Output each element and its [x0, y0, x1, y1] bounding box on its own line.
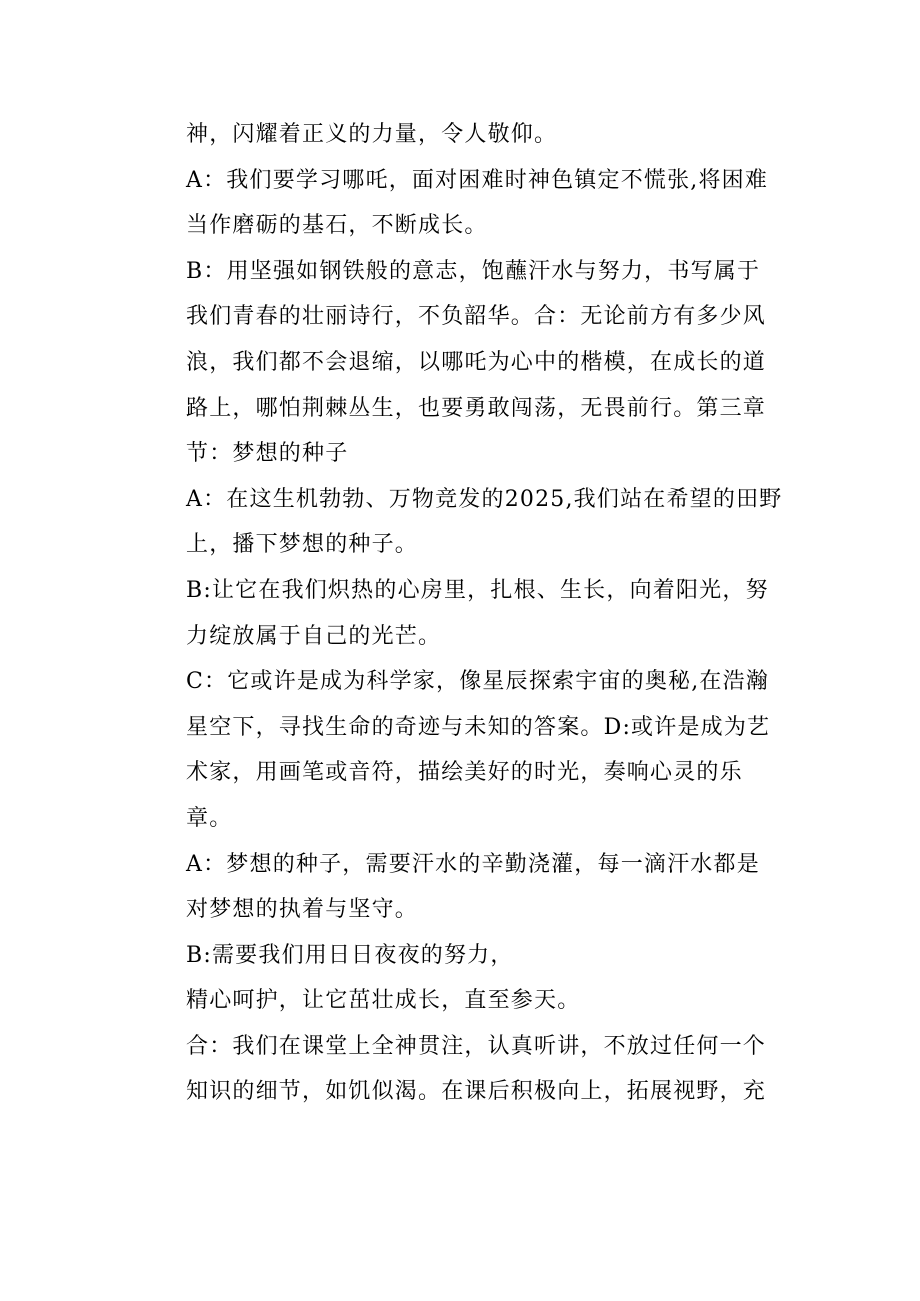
- text-line: 当作磨砺的基石，不断成长。: [186, 213, 488, 239]
- text-line: 神，闪耀着正义的力量，令人敬仰。: [186, 122, 558, 147]
- text-line: 力绽放属于自己的光芒。: [186, 623, 442, 649]
- text-line: 术家，用画笔或音符，描绘美好的时光，奏响心灵的乐: [186, 760, 743, 786]
- text-line: B:需要我们用日日夜夜的努力，: [186, 942, 514, 968]
- text-line: 知识的细节，如饥似渴。在课后积极向上，拓展视野，充: [186, 1079, 767, 1105]
- text-line: 对梦想的执着与坚守。: [186, 897, 419, 923]
- text-line: 上，播下梦想的种子。: [186, 532, 419, 558]
- text-line: A：在这生机勃勃、万物竞发的2025,我们站在希望的田野: [186, 486, 783, 512]
- text-line: 精心呵护，让它茁壮成长，直至参天。: [186, 988, 581, 1014]
- text-line: 节：梦想的种子: [186, 441, 349, 467]
- text-line: 合：我们在课堂上全神贯注，认真听讲，不放过任何一个: [186, 1033, 767, 1059]
- text-line: 章。: [186, 805, 233, 831]
- text-line: 星空下，寻找生命的奇迹与未知的答案。D:或许是成为艺: [186, 714, 771, 740]
- text-line: A：梦想的种子，需要汗水的辛勤浇灌，每一滴汗水都是: [186, 851, 760, 877]
- text-line: 路上，哪怕荆棘丛生，也要勇敢闯荡，无畏前行。第三章: [186, 395, 767, 421]
- text-line: 浪，我们都不会退缩，以哪吒为心中的楷模，在成长的道: [186, 349, 767, 375]
- text-line: B:让它在我们炽热的心房里，扎根、生长，向着阳光，努: [186, 577, 769, 603]
- text-line: 我们青春的壮丽诗行，不负韶华。合：无论前方有多少风: [186, 304, 767, 330]
- body-text: [186, 112, 783, 1115]
- text-line: B：用坚强如钢铁般的意志，饱蘸汗水与努力，书写属于: [186, 258, 761, 284]
- text-line: A：我们要学习哪吒，面对困难时神色镇定不慌张,将困难: [186, 167, 769, 193]
- text-line: C：它或许是成为科学家，像星辰探索宇宙的奥秘,在浩瀚: [186, 669, 770, 695]
